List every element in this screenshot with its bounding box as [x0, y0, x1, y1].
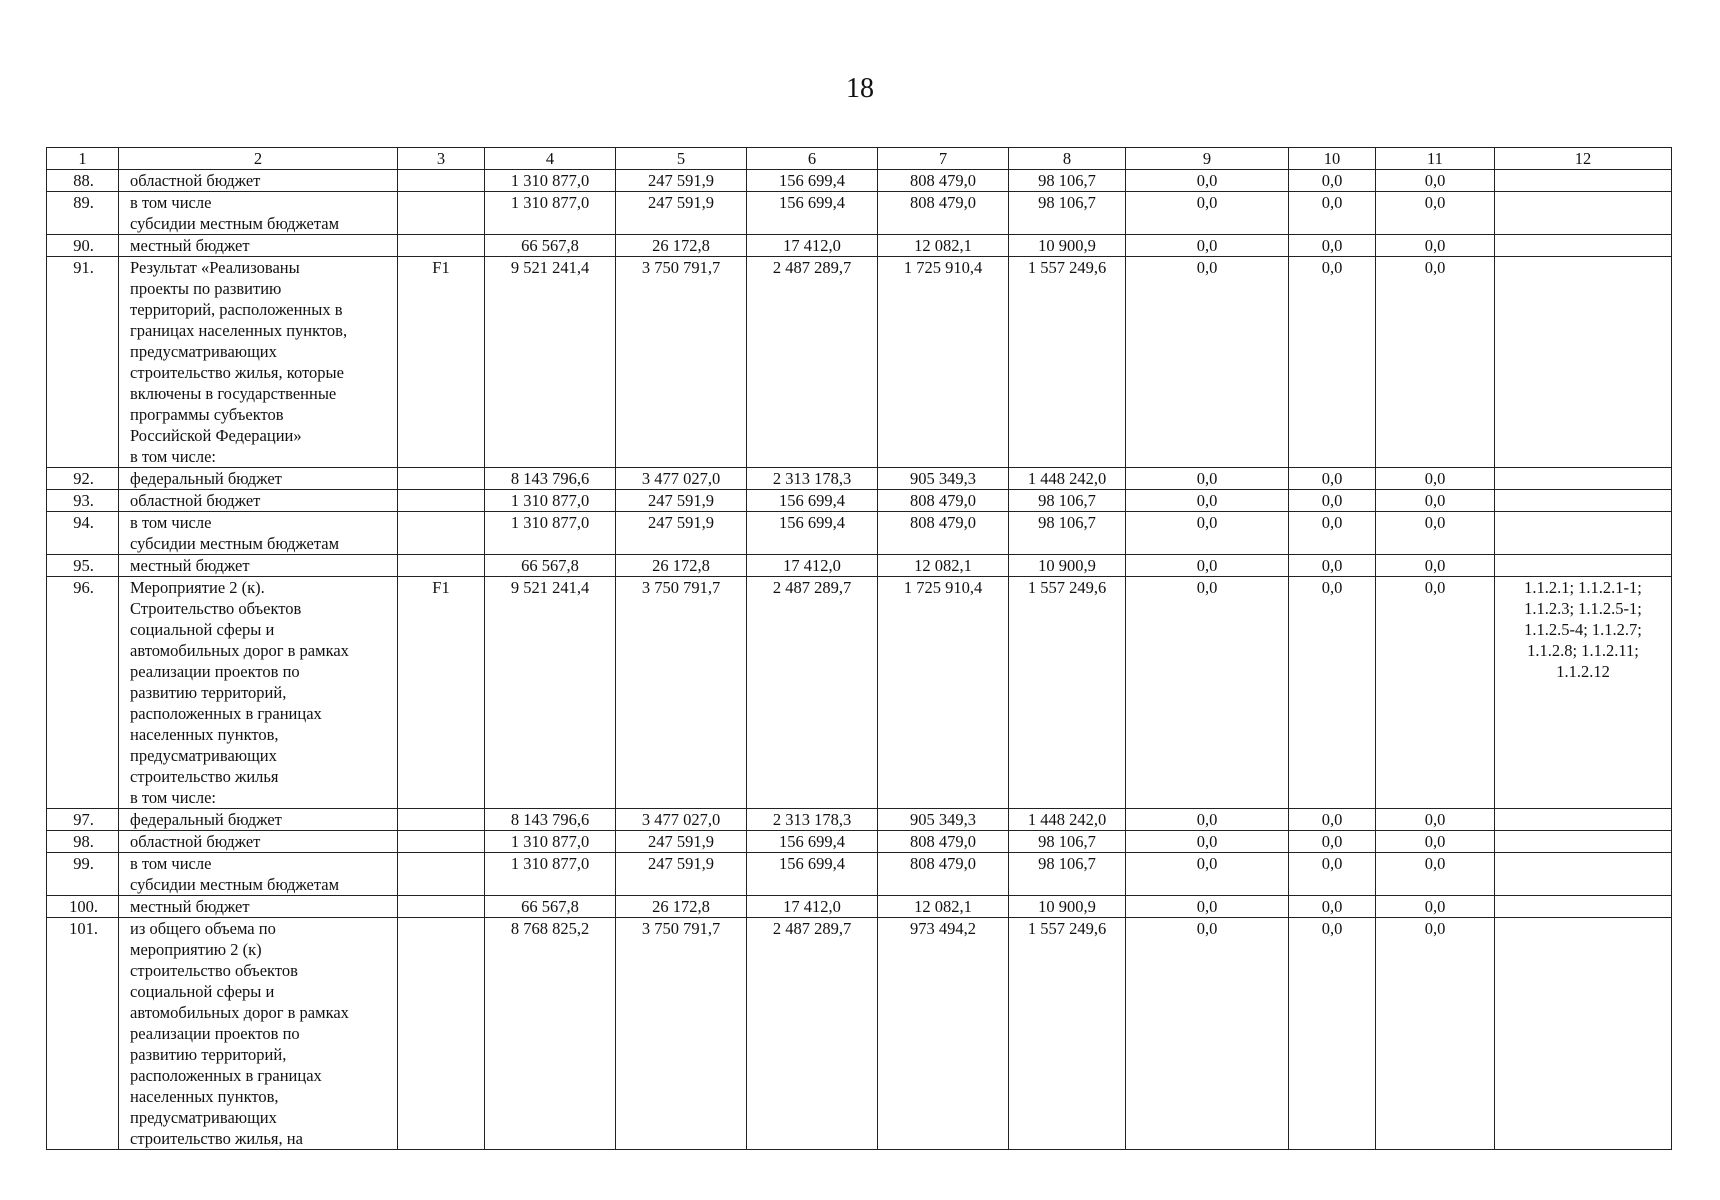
value-cell: 1 310 877,0: [485, 490, 616, 512]
page-number: 18: [846, 73, 874, 104]
value-cell: 0,0: [1126, 853, 1289, 896]
item-name-cell: [119, 468, 398, 490]
row-number-cell: 90.: [47, 235, 119, 257]
value-cell: 9 521 241,4: [485, 577, 616, 809]
value-cell: 2 313 178,3: [747, 468, 878, 490]
code-cell: [398, 490, 485, 512]
column-header: 3: [398, 148, 485, 170]
value-cell: 2 487 289,7: [747, 257, 878, 468]
value-cell: 156 699,4: [747, 853, 878, 896]
value-cell: 1 557 249,6: [1009, 257, 1126, 468]
value-cell: 0,0: [1289, 853, 1376, 896]
budget-table-container: [46, 147, 1671, 1150]
value-cell: 26 172,8: [616, 555, 747, 577]
value-cell: 98 106,7: [1009, 192, 1126, 235]
value-cell: 0,0: [1289, 809, 1376, 831]
value-cell: 0,0: [1126, 577, 1289, 809]
item-name-line: предусматривающих: [130, 1108, 277, 1127]
value-cell: 0,0: [1376, 853, 1495, 896]
value-cell: 0,0: [1126, 468, 1289, 490]
value-cell: 98 106,7: [1009, 512, 1126, 555]
table-row: [47, 192, 1672, 235]
value-cell: 26 172,8: [616, 235, 747, 257]
reference-cell: [1495, 577, 1672, 809]
item-name-line: субсидии местным бюджетам: [130, 875, 340, 894]
value-cell: 17 412,0: [747, 896, 878, 918]
value-cell: 10 900,9: [1009, 235, 1126, 257]
table-row: [47, 235, 1672, 257]
value-cell: 3 750 791,7: [616, 918, 747, 1150]
value-cell: 0,0: [1376, 809, 1495, 831]
value-cell: 0,0: [1126, 490, 1289, 512]
reference-cell: [1495, 809, 1672, 831]
item-name-line: Результат «Реализованы: [130, 258, 300, 277]
item-name-line: субсидии местным бюджетам: [130, 214, 340, 233]
code-cell: [398, 555, 485, 577]
value-cell: 98 106,7: [1009, 170, 1126, 192]
value-cell: 0,0: [1376, 918, 1495, 1150]
row-number-cell: 96.: [47, 577, 119, 809]
value-cell: 0,0: [1289, 468, 1376, 490]
reference-cell: [1495, 555, 1672, 577]
value-cell: 3 477 027,0: [616, 809, 747, 831]
reference-cell: [1495, 512, 1672, 555]
item-name-line: развитию территорий,: [130, 683, 287, 702]
budget-table: [46, 147, 1672, 1150]
row-number-cell: 89.: [47, 192, 119, 235]
value-cell: 247 591,9: [616, 853, 747, 896]
reference-cell: [1495, 468, 1672, 490]
code-cell: [398, 192, 485, 235]
value-cell: 0,0: [1376, 468, 1495, 490]
value-cell: 0,0: [1126, 170, 1289, 192]
table-row: [47, 896, 1672, 918]
item-name-line: местный бюджет: [130, 556, 250, 575]
item-name-cell: [119, 235, 398, 257]
table-header: [47, 148, 1672, 170]
value-cell: 17 412,0: [747, 235, 878, 257]
value-cell: 2 313 178,3: [747, 809, 878, 831]
column-header: 5: [616, 148, 747, 170]
value-cell: 12 082,1: [878, 896, 1009, 918]
column-header: 10: [1289, 148, 1376, 170]
item-name-line: местный бюджет: [130, 897, 250, 916]
column-header: 1: [47, 148, 119, 170]
value-cell: 247 591,9: [616, 490, 747, 512]
item-name-line: в том числе:: [130, 788, 217, 807]
reference-cell: [1495, 192, 1672, 235]
column-header: 2: [119, 148, 398, 170]
value-cell: 905 349,3: [878, 809, 1009, 831]
reference-cell: [1495, 235, 1672, 257]
item-name-line: реализации проектов по: [130, 662, 300, 681]
value-cell: 0,0: [1289, 577, 1376, 809]
item-name-line: автомобильных дорог в рамках: [130, 641, 349, 660]
value-cell: 1 310 877,0: [485, 853, 616, 896]
item-name-line: в том числе:: [130, 447, 217, 466]
item-name-line: расположенных в границах: [130, 1066, 322, 1085]
item-name-cell: [119, 853, 398, 896]
value-cell: 1 557 249,6: [1009, 577, 1126, 809]
item-name-line: проекты по развитию: [130, 279, 282, 298]
value-cell: 66 567,8: [485, 235, 616, 257]
item-name-cell: [119, 257, 398, 468]
reference-line: 1.1.2.8; 1.1.2.11;: [1527, 641, 1639, 660]
item-name-line: строительство жилья: [130, 767, 279, 786]
value-cell: 973 494,2: [878, 918, 1009, 1150]
value-cell: 808 479,0: [878, 170, 1009, 192]
table-row: [47, 555, 1672, 577]
value-cell: 808 479,0: [878, 853, 1009, 896]
table-body: [47, 170, 1672, 1150]
item-name-line: реализации проектов по: [130, 1024, 300, 1043]
code-cell: [398, 512, 485, 555]
item-name-line: программы субъектов: [130, 405, 284, 424]
item-name-line: областной бюджет: [130, 491, 261, 510]
value-cell: 0,0: [1376, 831, 1495, 853]
value-cell: 0,0: [1289, 555, 1376, 577]
column-header: 7: [878, 148, 1009, 170]
item-name-line: включены в государственные: [130, 384, 337, 403]
value-cell: 66 567,8: [485, 896, 616, 918]
table-row: [47, 831, 1672, 853]
value-cell: 10 900,9: [1009, 555, 1126, 577]
item-name-cell: [119, 809, 398, 831]
value-cell: 156 699,4: [747, 831, 878, 853]
table-row: [47, 853, 1672, 896]
value-cell: 1 310 877,0: [485, 192, 616, 235]
table-row: [47, 577, 1672, 809]
value-cell: 0,0: [1289, 490, 1376, 512]
value-cell: 1 557 249,6: [1009, 918, 1126, 1150]
value-cell: 2 487 289,7: [747, 577, 878, 809]
item-name-line: социальной сферы и: [130, 982, 275, 1001]
column-header: 6: [747, 148, 878, 170]
value-cell: 8 768 825,2: [485, 918, 616, 1150]
value-cell: 0,0: [1126, 235, 1289, 257]
row-number-cell: 95.: [47, 555, 119, 577]
value-cell: 0,0: [1289, 235, 1376, 257]
value-cell: 0,0: [1376, 257, 1495, 468]
item-name-line: субсидии местным бюджетам: [130, 534, 340, 553]
code-cell: [398, 918, 485, 1150]
column-header: 8: [1009, 148, 1126, 170]
value-cell: 1 448 242,0: [1009, 809, 1126, 831]
reference-cell: [1495, 170, 1672, 192]
value-cell: 808 479,0: [878, 512, 1009, 555]
table-row: [47, 257, 1672, 468]
item-name-line: в том числе: [130, 854, 212, 873]
table-row: [47, 468, 1672, 490]
value-cell: 8 143 796,6: [485, 809, 616, 831]
value-cell: 0,0: [1376, 490, 1495, 512]
value-cell: 3 477 027,0: [616, 468, 747, 490]
value-cell: 0,0: [1126, 918, 1289, 1150]
value-cell: 2 487 289,7: [747, 918, 878, 1150]
value-cell: 0,0: [1376, 170, 1495, 192]
value-cell: 0,0: [1126, 831, 1289, 853]
item-name-cell: [119, 831, 398, 853]
item-name-line: областной бюджет: [130, 832, 261, 851]
item-name-cell: [119, 896, 398, 918]
value-cell: 808 479,0: [878, 490, 1009, 512]
value-cell: 10 900,9: [1009, 896, 1126, 918]
item-name-cell: [119, 512, 398, 555]
value-cell: 0,0: [1376, 235, 1495, 257]
value-cell: 247 591,9: [616, 170, 747, 192]
item-name-line: социальной сферы и: [130, 620, 275, 639]
item-name-line: расположенных в границах: [130, 704, 322, 723]
value-cell: 1 310 877,0: [485, 170, 616, 192]
value-cell: 0,0: [1126, 257, 1289, 468]
item-name-line: населенных пунктов,: [130, 1087, 279, 1106]
value-cell: 1 725 910,4: [878, 577, 1009, 809]
code-cell: [398, 896, 485, 918]
code-cell: [398, 170, 485, 192]
value-cell: 0,0: [1126, 555, 1289, 577]
value-cell: 98 106,7: [1009, 831, 1126, 853]
value-cell: 156 699,4: [747, 512, 878, 555]
value-cell: 0,0: [1126, 896, 1289, 918]
table-row: [47, 170, 1672, 192]
column-header: 9: [1126, 148, 1289, 170]
value-cell: 0,0: [1376, 896, 1495, 918]
item-name-line: строительство жилья, которые: [130, 363, 344, 382]
column-header: 4: [485, 148, 616, 170]
value-cell: 156 699,4: [747, 192, 878, 235]
code-cell: F1: [398, 257, 485, 468]
value-cell: 247 591,9: [616, 831, 747, 853]
code-cell: [398, 831, 485, 853]
value-cell: 9 521 241,4: [485, 257, 616, 468]
item-name-line: Российской Федерации»: [130, 426, 302, 445]
value-cell: 0,0: [1126, 192, 1289, 235]
value-cell: 1 310 877,0: [485, 831, 616, 853]
value-cell: 0,0: [1289, 896, 1376, 918]
value-cell: 3 750 791,7: [616, 257, 747, 468]
value-cell: 0,0: [1376, 555, 1495, 577]
item-name-line: мероприятию 2 (к): [130, 940, 262, 959]
value-cell: 3 750 791,7: [616, 577, 747, 809]
row-number-cell: 97.: [47, 809, 119, 831]
item-name-line: Мероприятие 2 (к).: [130, 578, 265, 597]
item-name-line: предусматривающих: [130, 746, 277, 765]
item-name-line: из общего объема по: [130, 919, 276, 938]
value-cell: 156 699,4: [747, 490, 878, 512]
value-cell: 98 106,7: [1009, 490, 1126, 512]
value-cell: 808 479,0: [878, 192, 1009, 235]
item-name-cell: [119, 490, 398, 512]
row-number-cell: 101.: [47, 918, 119, 1150]
value-cell: 26 172,8: [616, 896, 747, 918]
reference-line: 1.1.2.1; 1.1.2.1-1;: [1524, 578, 1642, 597]
item-name-line: в том числе: [130, 513, 212, 532]
value-cell: 1 310 877,0: [485, 512, 616, 555]
value-cell: 0,0: [1289, 257, 1376, 468]
item-name-line: территорий, расположенных в: [130, 300, 343, 319]
value-cell: 156 699,4: [747, 170, 878, 192]
item-name-cell: [119, 170, 398, 192]
reference-cell: [1495, 490, 1672, 512]
code-cell: [398, 853, 485, 896]
table-row: [47, 490, 1672, 512]
reference-cell: [1495, 896, 1672, 918]
row-number-cell: 93.: [47, 490, 119, 512]
reference-cell: [1495, 918, 1672, 1150]
value-cell: 66 567,8: [485, 555, 616, 577]
item-name-line: федеральный бюджет: [130, 810, 282, 829]
item-name-cell: [119, 192, 398, 235]
item-name-line: автомобильных дорог в рамках: [130, 1003, 349, 1022]
value-cell: 0,0: [1289, 918, 1376, 1150]
value-cell: 0,0: [1289, 192, 1376, 235]
item-name-line: Строительство объектов: [130, 599, 302, 618]
column-header: 12: [1495, 148, 1672, 170]
reference-line: 1.1.2.3; 1.1.2.5-1;: [1524, 599, 1642, 618]
row-number-cell: 99.: [47, 853, 119, 896]
value-cell: 247 591,9: [616, 512, 747, 555]
value-cell: 1 448 242,0: [1009, 468, 1126, 490]
item-name-line: строительство объектов: [130, 961, 298, 980]
header-row: [47, 148, 1672, 170]
column-header: 11: [1376, 148, 1495, 170]
value-cell: 0,0: [1376, 512, 1495, 555]
value-cell: 17 412,0: [747, 555, 878, 577]
item-name-line: предусматривающих: [130, 342, 277, 361]
item-name-cell: [119, 555, 398, 577]
value-cell: 0,0: [1376, 192, 1495, 235]
value-cell: 0,0: [1289, 170, 1376, 192]
table-row: [47, 918, 1672, 1150]
item-name-line: границах населенных пунктов,: [130, 321, 348, 340]
value-cell: 8 143 796,6: [485, 468, 616, 490]
item-name-line: развитию территорий,: [130, 1045, 287, 1064]
value-cell: 905 349,3: [878, 468, 1009, 490]
row-number-cell: 91.: [47, 257, 119, 468]
reference-cell: [1495, 853, 1672, 896]
row-number-cell: 98.: [47, 831, 119, 853]
row-number-cell: 94.: [47, 512, 119, 555]
value-cell: 0,0: [1289, 512, 1376, 555]
item-name-line: местный бюджет: [130, 236, 250, 255]
item-name-line: населенных пунктов,: [130, 725, 279, 744]
value-cell: 1 725 910,4: [878, 257, 1009, 468]
value-cell: 0,0: [1126, 809, 1289, 831]
value-cell: 247 591,9: [616, 192, 747, 235]
value-cell: 12 082,1: [878, 235, 1009, 257]
table-row: [47, 512, 1672, 555]
code-cell: [398, 809, 485, 831]
item-name-cell: [119, 577, 398, 809]
table-row: [47, 809, 1672, 831]
code-cell: [398, 235, 485, 257]
item-name-line: областной бюджет: [130, 171, 261, 190]
value-cell: 98 106,7: [1009, 853, 1126, 896]
value-cell: 808 479,0: [878, 831, 1009, 853]
value-cell: 0,0: [1289, 831, 1376, 853]
item-name-line: строительство жилья, на: [130, 1129, 303, 1148]
row-number-cell: 100.: [47, 896, 119, 918]
reference-cell: [1495, 831, 1672, 853]
reference-line: 1.1.2.12: [1556, 662, 1610, 681]
value-cell: 0,0: [1376, 577, 1495, 809]
row-number-cell: 88.: [47, 170, 119, 192]
code-cell: [398, 468, 485, 490]
item-name-cell: [119, 918, 398, 1150]
value-cell: 0,0: [1126, 512, 1289, 555]
value-cell: 12 082,1: [878, 555, 1009, 577]
item-name-line: федеральный бюджет: [130, 469, 282, 488]
row-number-cell: 92.: [47, 468, 119, 490]
code-cell: F1: [398, 577, 485, 809]
reference-cell: [1495, 257, 1672, 468]
reference-line: 1.1.2.5-4; 1.1.2.7;: [1524, 620, 1642, 639]
item-name-line: в том числе: [130, 193, 212, 212]
